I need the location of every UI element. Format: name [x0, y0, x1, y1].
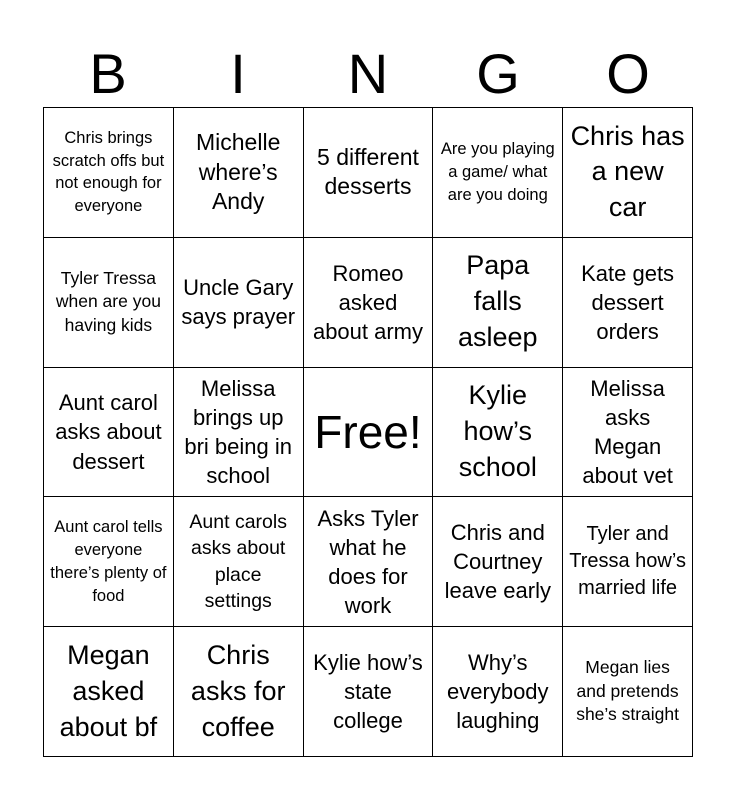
bingo-header [43, 40, 693, 108]
header-letter-g: G [476, 42, 520, 105]
bingo-cell-r4c5[interactable] [563, 497, 693, 627]
bingo-cell-r3c4[interactable] [433, 368, 563, 498]
cell-text: Michelle where’s Andy [196, 129, 281, 215]
bingo-cell-r1c4[interactable] [433, 108, 563, 238]
cell-text: Uncle Gary says prayer [181, 275, 296, 330]
cell-text: Aunt carol tells everyone there’s plenty of food [50, 518, 167, 605]
bingo-cell-r4c4[interactable] [433, 497, 563, 627]
bingo-cell-r3c1[interactable] [44, 368, 174, 498]
bingo-cell-r4c2[interactable] [174, 497, 304, 627]
cell-text: Romeo asked about army [312, 260, 424, 344]
bingo-cell-r5c2[interactable] [174, 627, 304, 757]
cell-text: Melissa asks Megan about vet [582, 375, 673, 489]
cell-text: Kate gets dessert orders [581, 260, 675, 344]
header-letter-b: B [89, 42, 127, 105]
header-letter-n: N [347, 42, 389, 105]
cell-text: Asks Tyler what he does for work [317, 505, 419, 618]
cell-text: Megan lies and pretends she’s straight [576, 657, 679, 725]
header-letter-o: O [606, 42, 650, 105]
bingo-cell-r1c3[interactable] [304, 108, 434, 238]
cell-text: Melissa brings up bri being in school [184, 375, 293, 489]
cell-text: Megan asked about bf [59, 639, 158, 742]
cell-text: Chris asks for coffee [190, 639, 286, 742]
cell-text: Free! [314, 405, 422, 458]
bingo-grid [43, 107, 693, 757]
bingo-cell-r1c1[interactable] [44, 108, 174, 238]
cell-text: 5 different desserts [317, 143, 419, 200]
bingo-cell-r3c2[interactable] [174, 368, 304, 498]
header-letter-i: I [230, 42, 246, 105]
cell-text: Aunt carols asks about place settings [189, 511, 287, 613]
cell-text: Tyler Tressa when are you having kids [55, 267, 161, 335]
bingo-cell-r5c1[interactable] [44, 627, 174, 757]
bingo-cell-r5c3[interactable] [304, 627, 434, 757]
cell-text: Tyler and Tressa how’s married life [569, 523, 686, 600]
bingo-cell-r3c5[interactable] [563, 368, 693, 498]
bingo-cell-r2c2[interactable] [174, 238, 304, 368]
bingo-cell-free[interactable] [304, 368, 434, 498]
cell-text: Kylie how’s state college [313, 650, 423, 734]
cell-text: Papa falls asleep [458, 250, 538, 353]
cell-text: Aunt carol asks about dessert [55, 390, 162, 474]
bingo-cell-r5c4[interactable] [433, 627, 563, 757]
bingo-cell-r4c3[interactable] [304, 497, 434, 627]
cell-text: Kylie how’s school [458, 380, 537, 482]
cell-text: Are you playing a game/ what are you doing [440, 140, 555, 204]
cell-text: Chris and Courtney leave early [444, 520, 551, 604]
cell-text: Chris brings scratch offs but not enough for everyone [52, 128, 165, 216]
cell-text: Chris has a new car [570, 120, 685, 223]
bingo-cell-r2c3[interactable] [304, 238, 434, 368]
bingo-cell-r5c5[interactable] [563, 627, 693, 757]
bingo-cell-r2c5[interactable] [563, 238, 693, 368]
bingo-cell-r2c4[interactable] [433, 238, 563, 368]
bingo-cell-r1c2[interactable] [174, 108, 304, 238]
bingo-cell-r2c1[interactable] [44, 238, 174, 368]
bingo-cell-r1c5[interactable] [563, 108, 693, 238]
cell-text: Why’s everybody laughing [447, 650, 549, 734]
bingo-cell-r4c1[interactable] [44, 497, 174, 627]
